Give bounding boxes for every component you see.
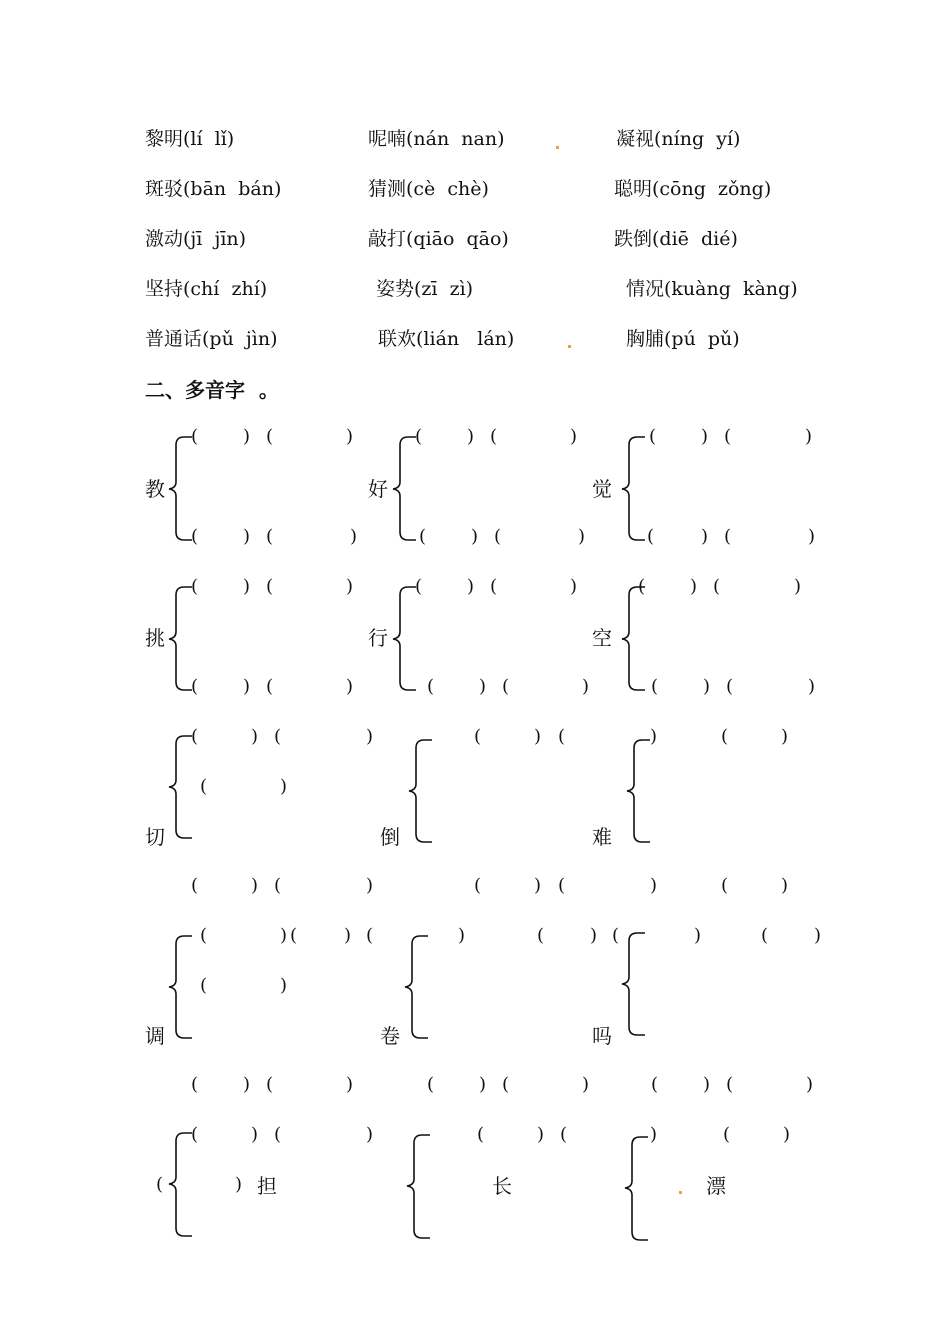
blank-paren-close: ) [280, 975, 288, 996]
blank-paren-close: ) [467, 426, 475, 447]
blank-paren-close: ) [243, 1074, 251, 1095]
word-choice-item: 黎明(lí lǐ) [145, 128, 235, 150]
blank-paren-close: ) [344, 925, 352, 946]
blank-paren-close: ) [280, 776, 288, 797]
blank-paren-open: ( [724, 426, 732, 447]
polyphonic-char: 切 [145, 825, 165, 849]
polyphonic-char: 行 [368, 626, 388, 650]
blank-paren-open: ( [490, 426, 498, 447]
blank-paren-close: ) [251, 726, 259, 747]
blank-paren-close: ) [806, 1074, 814, 1095]
blank-paren-open: ( [502, 676, 510, 697]
blank-paren-close: ) [690, 576, 698, 597]
blank-paren-open: ( [721, 875, 729, 896]
blank-paren-close: ) [805, 426, 813, 447]
blank-paren-open: ( [560, 1124, 568, 1145]
polyphonic-char: 空 [592, 626, 612, 650]
blank-paren-open: ( [191, 875, 199, 896]
blank-paren-close: ) [808, 526, 816, 547]
blank-paren-open: ( [191, 576, 199, 597]
word-choice-item: 呢喃(nán nan) [368, 128, 505, 150]
blank-paren-open: ( [266, 526, 274, 547]
blank-paren-close: ) [350, 526, 358, 547]
blank-paren-close: ) [243, 426, 251, 447]
blank-paren-close: ) [346, 426, 354, 447]
blank-paren-open: ( [558, 726, 566, 747]
word-choice-item: 联欢(lián lán) [378, 328, 515, 350]
blank-paren-open: ( [647, 526, 655, 547]
polyphonic-char: 难 [592, 825, 612, 849]
blank-paren-open: ( [290, 925, 298, 946]
blank-paren-open: ( [721, 726, 729, 747]
blank-paren-open: ( [415, 576, 423, 597]
blank-paren-close: ) [458, 925, 466, 946]
blank-paren-close: ) [471, 526, 479, 547]
word-choice-item: 坚持(chí zhí) [145, 278, 268, 300]
blank-paren-close: ) [366, 726, 374, 747]
blank-paren-open: ( [156, 1174, 164, 1195]
blank-paren-close: ) [235, 1174, 243, 1195]
polyphonic-char: 好 [368, 477, 388, 501]
stray-dot-mark [679, 1191, 682, 1194]
blank-paren-open: ( [266, 426, 274, 447]
blank-paren-close: ) [366, 875, 374, 896]
blank-paren-close: ) [650, 875, 658, 896]
blank-paren-close: ) [582, 676, 590, 697]
polyphonic-char: 卷 [380, 1024, 400, 1048]
word-choice-item: 普通话(pǔ jìn) [145, 328, 278, 350]
word-choice-item: 敲打(qiāo qāo) [368, 228, 509, 250]
blank-paren-open: ( [266, 676, 274, 697]
blank-paren-open: ( [490, 576, 498, 597]
blank-paren-close: ) [694, 925, 702, 946]
blank-paren-close: ) [366, 1124, 374, 1145]
blank-paren-close: ) [650, 726, 658, 747]
blank-paren-close: ) [251, 875, 259, 896]
polyphonic-char: 调 [145, 1024, 165, 1048]
word-choice-item: 斑驳(bān bán) [145, 178, 282, 200]
stray-dot-mark [556, 146, 559, 149]
polyphonic-char: 吗 [592, 1024, 612, 1048]
word-choice-item: 姿势(zī zì) [376, 278, 474, 300]
blank-paren-open: ( [726, 1074, 734, 1095]
blank-paren-open: ( [191, 676, 199, 697]
polyphonic-char: 觉 [592, 477, 612, 501]
blank-paren-open: ( [266, 1074, 274, 1095]
polyphonic-char: 担 [257, 1174, 277, 1198]
blank-paren-close: ) [703, 1074, 711, 1095]
blank-paren-open: ( [502, 1074, 510, 1095]
blank-paren-open: ( [200, 776, 208, 797]
blank-paren-open: ( [419, 526, 427, 547]
blank-paren-open: ( [723, 1124, 731, 1145]
blank-paren-open: ( [726, 676, 734, 697]
blank-paren-close: ) [570, 576, 578, 597]
blank-paren-open: ( [200, 925, 208, 946]
blank-paren-open: ( [274, 1124, 282, 1145]
blank-paren-close: ) [346, 676, 354, 697]
blank-paren-open: ( [274, 726, 282, 747]
blank-paren-open: ( [724, 526, 732, 547]
blank-paren-open: ( [649, 426, 657, 447]
blank-paren-close: ) [578, 526, 586, 547]
blank-paren-open: ( [191, 1124, 199, 1145]
blank-paren-open: ( [427, 1074, 435, 1095]
blank-paren-open: ( [477, 1124, 485, 1145]
word-choice-item: 跌倒(diē dié) [614, 228, 738, 250]
blank-paren-close: ) [808, 676, 816, 697]
word-choice-item: 猜测(cè chè) [368, 178, 489, 200]
blank-paren-close: ) [479, 676, 487, 697]
blank-paren-open: ( [761, 925, 769, 946]
blank-paren-open: ( [274, 875, 282, 896]
polyphonic-char: 长 [492, 1174, 512, 1198]
blank-paren-open: ( [200, 975, 208, 996]
blank-paren-close: ) [701, 426, 709, 447]
blank-paren-open: ( [474, 875, 482, 896]
blank-paren-close: ) [243, 526, 251, 547]
blank-paren-close: ) [783, 1124, 791, 1145]
section-heading: 二、多音字 。 [145, 378, 279, 402]
blank-paren-close: ) [467, 576, 475, 597]
polyphonic-char: 挑 [145, 626, 165, 650]
blank-paren-open: ( [427, 676, 435, 697]
blank-paren-open: ( [537, 925, 545, 946]
polyphonic-char: 漂 [706, 1174, 726, 1198]
blank-paren-close: ) [346, 576, 354, 597]
blank-paren-close: ) [781, 726, 789, 747]
blank-paren-close: ) [479, 1074, 487, 1095]
blank-paren-open: ( [191, 426, 199, 447]
blank-paren-close: ) [794, 576, 802, 597]
blank-paren-close: ) [582, 1074, 590, 1095]
blank-paren-close: ) [701, 526, 709, 547]
blank-paren-close: ) [280, 925, 288, 946]
blank-paren-close: ) [814, 925, 822, 946]
blank-paren-open: ( [191, 526, 199, 547]
blank-paren-close: ) [781, 875, 789, 896]
blank-paren-close: ) [703, 676, 711, 697]
blank-paren-close: ) [243, 676, 251, 697]
stray-dot-mark [568, 345, 571, 348]
blank-paren-open: ( [366, 925, 374, 946]
blank-paren-close: ) [534, 875, 542, 896]
blank-paren-open: ( [415, 426, 423, 447]
blank-paren-close: ) [251, 1124, 259, 1145]
polyphonic-char: 倒 [380, 825, 400, 849]
blank-paren-open: ( [494, 526, 502, 547]
blank-paren-close: ) [570, 426, 578, 447]
word-choice-item: 胸脯(pú pǔ) [626, 328, 740, 350]
blank-paren-open: ( [651, 676, 659, 697]
blank-paren-open: ( [558, 875, 566, 896]
blank-paren-open: ( [612, 925, 620, 946]
blank-paren-close: ) [537, 1124, 545, 1145]
blank-paren-close: ) [243, 576, 251, 597]
blank-paren-open: ( [638, 576, 646, 597]
blank-paren-close: ) [534, 726, 542, 747]
word-choice-item: 激动(jī jīn) [145, 228, 247, 250]
blank-paren-open: ( [191, 726, 199, 747]
word-choice-item: 聪明(cōng zǒng) [614, 178, 772, 200]
word-choice-item: 情况(kuàng kàng) [626, 278, 798, 300]
polyphonic-char: 教 [145, 477, 165, 501]
blank-paren-open: ( [713, 576, 721, 597]
blank-paren-open: ( [266, 576, 274, 597]
blank-paren-close: ) [346, 1074, 354, 1095]
blank-paren-open: ( [651, 1074, 659, 1095]
blank-paren-open: ( [191, 1074, 199, 1095]
word-choice-item: 凝视(níng yí) [616, 128, 741, 150]
blank-paren-close: ) [590, 925, 598, 946]
blank-paren-open: ( [474, 726, 482, 747]
blank-paren-close: ) [650, 1124, 658, 1145]
